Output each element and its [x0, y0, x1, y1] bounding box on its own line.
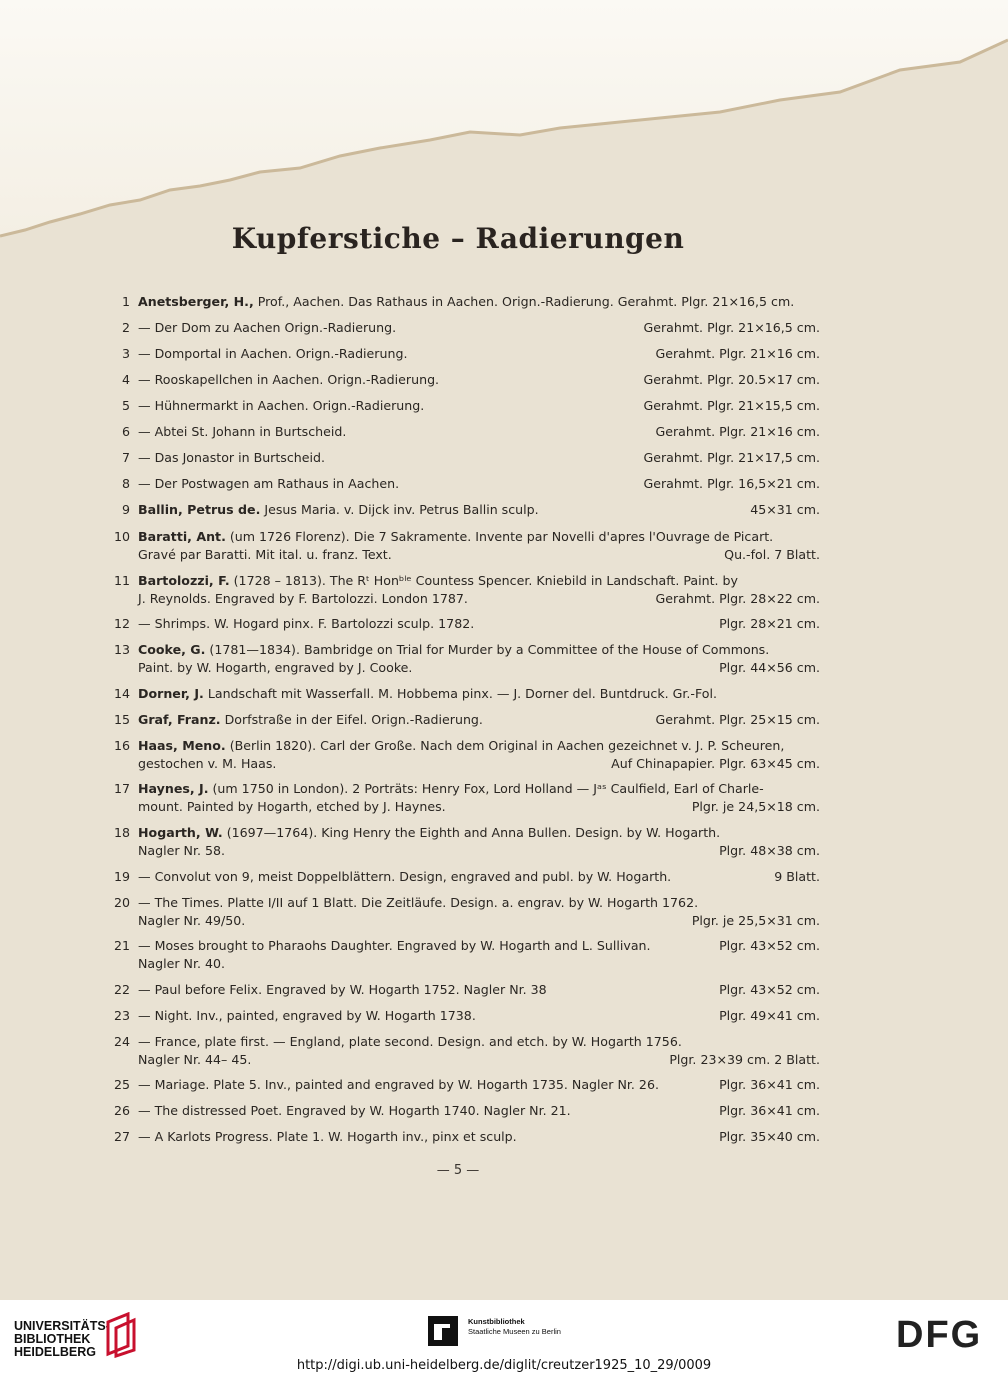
entry-number: 17: [113, 781, 130, 796]
entry-artist: Ballin, Petrus de.: [138, 502, 261, 517]
entry-line: [108, 1128, 820, 1146]
entry-artist: Anetsberger, H.,: [138, 294, 254, 309]
entry-description: — Moses brought to Pharaohs Daughter. Engraved by W. Hogarth and L. Sullivan.: [138, 938, 651, 953]
entry-line: [108, 475, 820, 493]
entry-number: 13: [113, 642, 130, 657]
entry-line: [108, 737, 820, 755]
entry-description: J. Reynolds. Engraved by F. Bartolozzi. London 1787.: [138, 590, 468, 606]
entry-text: [138, 423, 346, 441]
entry-dimensions: Plgr. 36×41 cm.: [719, 1103, 820, 1118]
catalog-entry: [108, 1102, 820, 1120]
entry-text: [138, 319, 396, 337]
entry-artist: Haas, Meno.: [138, 738, 226, 753]
catalog-entry: [108, 293, 820, 311]
entry-text: [138, 755, 276, 773]
entry-description: — Paul before Felix. Engraved by W. Hogarth 1752. Nagler Nr. 38: [138, 982, 547, 997]
entry-text: [138, 737, 784, 755]
entry-number: 1: [121, 294, 130, 309]
library-name: [14, 1320, 110, 1359]
kunstbibliothek-label: [468, 1317, 561, 1337]
entry-dimensions: [808, 1033, 820, 1051]
torn-paper-edge: [0, 0, 1008, 300]
entry-description: Jesus Maria. v. Dijck inv. Petrus Ballin sculp.: [260, 502, 539, 517]
entry-text: [138, 397, 424, 415]
entry-number: 7: [121, 450, 130, 465]
catalog-entry: [108, 423, 820, 441]
entry-dimensions: 45×31 cm.: [750, 502, 820, 517]
entry-line: [108, 641, 820, 659]
entry-text: [138, 894, 698, 912]
entry-line: [108, 546, 820, 564]
entry-number: 20: [113, 895, 130, 910]
entry-number: 16: [113, 738, 130, 753]
entry-description: Gravé par Baratti. Mit ital. u. franz. Text.: [138, 546, 392, 562]
catalog-entry: [108, 397, 820, 415]
entry-text: [138, 659, 412, 677]
entry-dimensions: Plgr. 43×52 cm.: [719, 938, 820, 953]
entry-description: Landschaft mit Wasserfall. M. Hobbema pinx. — J. Dorner del. Buntdruck. Gr.-Fol.: [203, 686, 717, 701]
entry-text: [138, 501, 539, 519]
entry-text: [138, 1007, 476, 1025]
entry-line: [108, 1051, 820, 1069]
entry-description: — The Times. Platte I/II auf 1 Blatt. Die Zeitläufe. Design. a. engrav. by W. Hogarth 1762.: [138, 895, 699, 910]
entry-line: [108, 501, 820, 519]
entry-number: 18: [113, 825, 130, 840]
catalog-entry: [108, 1128, 820, 1146]
catalog-entry: [108, 1076, 820, 1094]
kunstbibliothek-subtitle: Staatliche Museen zu Berlin: [468, 1327, 561, 1336]
entry-description: Paint. by W. Hogarth, engraved by J. Cooke.: [138, 659, 413, 675]
entry-description: — Convolut von 9, meist Doppelblättern. Design, engraved and publ. by W. Hogarth.: [138, 869, 672, 884]
entry-text: [138, 371, 439, 389]
entry-dimensions: Plgr. je 25,5×31 cm.: [691, 912, 820, 928]
entry-number: 27: [113, 1129, 130, 1144]
entry-dimensions: Plgr. 49×41 cm.: [719, 1008, 820, 1023]
entry-text: [138, 937, 651, 955]
entry-description: (1781—1834). Bambridge on Trial for Murder by a Committee of the House of Commons.: [205, 642, 770, 657]
entry-description: — Night. Inv., painted, engraved by W. Hogarth 1738.: [138, 1008, 476, 1023]
entry-dimensions: Plgr. 36×41 cm.: [719, 1077, 820, 1092]
entry-number: 12: [113, 616, 130, 631]
entry-text: [138, 685, 717, 703]
entry-description: (Berlin 1820). Carl der Große. Nach dem Original in Aachen gezeichnet v. J. P. Scheuren,: [225, 738, 785, 753]
entry-number: 21: [113, 938, 130, 953]
catalog-entry: [108, 937, 820, 972]
entry-dimensions: Plgr. 28×21 cm.: [719, 616, 820, 631]
entry-line: [108, 1102, 820, 1120]
entry-dimensions: Plgr. je 24,5×18 cm.: [691, 798, 820, 814]
entry-description: — Domportal in Aachen. Orign.-Radierung.: [138, 346, 408, 361]
catalog-entry: [108, 528, 820, 563]
entry-dimensions: [808, 641, 820, 659]
entry-artist: Graf, Franz.: [138, 712, 221, 727]
entry-line: [108, 371, 820, 389]
entry-dimensions: [808, 780, 820, 798]
catalog-entry: [108, 475, 820, 493]
entry-description: — France, plate first. — England, plate second. Design. and etch. by W. Hogarth 1756.: [138, 1034, 682, 1049]
entry-description: — Hühnermarkt in Aachen. Orign.-Radierung.: [138, 398, 425, 413]
entry-number: 24: [113, 1034, 130, 1049]
entry-dimensions: Gerahmt. Plgr. 16,5×21 cm.: [643, 476, 820, 491]
entry-number: 11: [113, 573, 130, 588]
entry-dimensions: [808, 894, 820, 912]
entry-text: [138, 528, 773, 546]
catalog-entry: [108, 1007, 820, 1025]
entry-text: [138, 546, 392, 564]
entry-number: 22: [113, 982, 130, 997]
entry-line: [108, 937, 820, 955]
entry-dimensions: [808, 528, 820, 546]
entry-description: Nagler Nr. 49/50.: [138, 912, 246, 928]
entry-description: Nagler Nr. 58.: [138, 842, 226, 858]
entry-description: — Rooskapellchen in Aachen. Orign.-Radierung.: [138, 372, 440, 387]
entry-dimensions: Plgr. 44×56 cm.: [719, 659, 820, 675]
entry-line: [108, 868, 820, 886]
entry-line: [108, 1007, 820, 1025]
catalog-entry: [108, 685, 820, 703]
entry-dimensions: Gerahmt. Plgr. 25×15 cm.: [655, 712, 820, 727]
entry-description: (1728 – 1813). The Rᵗ Honᵇˡᵉ Countess Spencer. Kniebild in Landschaft. Paint. by: [229, 573, 738, 588]
entry-artist: Haynes, J.: [138, 781, 209, 796]
entry-dimensions: Auf Chinapapier. Plgr. 63×45 cm.: [611, 755, 820, 771]
entry-description: — Der Dom zu Aachen Orign.-Radierung.: [138, 320, 397, 335]
entry-line: [108, 572, 820, 590]
entry-dimensions: 9 Blatt.: [774, 869, 820, 884]
catalog-entry: [108, 319, 820, 337]
entry-number: 9: [121, 502, 130, 517]
entry-dimensions: [808, 824, 820, 842]
library-name-line: HEIDELBERG: [14, 1345, 96, 1359]
entry-description: — A Karlots Progress. Plate 1. W. Hogarth inv., pinx et sculp.: [138, 1129, 517, 1144]
entry-number: 19: [113, 869, 130, 884]
page-number: — 5 —: [436, 1163, 480, 1178]
entry-text: [138, 1102, 571, 1120]
entry-text: [138, 1051, 251, 1069]
entry-text: [138, 842, 225, 860]
entry-text: [138, 1033, 682, 1051]
catalog-entry: [108, 868, 820, 886]
catalog-entry: [108, 824, 820, 859]
entry-line: [108, 755, 820, 773]
entry-description: — Shrimps. W. Hogard pinx. F. Bartolozzi sculp. 1782.: [138, 616, 475, 631]
entry-dimensions: [808, 572, 820, 590]
entry-line: [108, 423, 820, 441]
entry-description: — Das Jonastor in Burtscheid.: [138, 450, 326, 465]
library-name-line: UNIVERSITÄTS-: [14, 1319, 110, 1333]
entry-dimensions: [808, 737, 820, 755]
entry-line: [108, 894, 820, 912]
library-name-line: BIBLIOTHEK: [14, 1332, 91, 1346]
entry-text: [138, 293, 794, 311]
entry-dimensions: Gerahmt. Plgr. 21×17,5 cm.: [643, 450, 820, 465]
entry-line: [108, 912, 820, 930]
entry-line: [108, 397, 820, 415]
entry-artist: Cooke, G.: [138, 642, 206, 657]
entry-line: [108, 659, 820, 677]
entry-description: Dorfstraße in der Eifel. Orign.-Radierung.: [220, 712, 483, 727]
entry-dimensions: [808, 685, 820, 703]
catalog-entry: [108, 641, 820, 676]
entry-line: [108, 981, 820, 999]
entry-number: 23: [113, 1008, 130, 1023]
entry-line: [108, 449, 820, 467]
catalog-entry: [108, 981, 820, 999]
dfg-logo: DFG: [896, 1314, 983, 1356]
catalog-entry: [108, 572, 820, 607]
entry-line: [108, 824, 820, 842]
entry-artist: Hogarth, W.: [138, 825, 223, 840]
entry-description: (um 1750 in London). 2 Porträts: Henry Fox, Lord Holland — Jᵃˢ Caulfield, Earl of Charle-: [208, 781, 764, 796]
entry-text: [138, 345, 407, 363]
catalog-entry: [108, 894, 820, 929]
entry-line: [108, 685, 820, 703]
entry-line: [108, 798, 820, 816]
page-title: Kupferstiche – Radierungen: [231, 222, 685, 255]
catalog-entry: [108, 345, 820, 363]
entry-dimensions: Plgr. 35×40 cm.: [719, 1129, 820, 1144]
entry-description: — Der Postwagen am Rathaus in Aachen.: [138, 476, 400, 491]
entry-number: 15: [113, 712, 130, 727]
entry-description: gestochen v. M. Haas.: [138, 755, 277, 771]
entry-text: [138, 912, 245, 930]
entry-artist: Bartolozzi, F.: [138, 573, 230, 588]
entry-line: [108, 319, 820, 337]
entry-number: 8: [121, 476, 130, 491]
entry-dimensions: Gerahmt. Plgr. 28×22 cm.: [655, 590, 820, 606]
footer: [0, 1300, 1008, 1378]
entry-line: [108, 1076, 820, 1094]
entry-artist: Dorner, J.: [138, 686, 204, 701]
entry-text: [138, 615, 474, 633]
entry-text: [138, 641, 769, 659]
entry-description: (um 1726 Florenz). Die 7 Sakramente. Invente par Novelli d'apres l'Ouvrage de Picart.: [225, 529, 774, 544]
kunstbibliothek-name: Kunstbibliothek: [468, 1317, 525, 1326]
entry-text: [138, 590, 468, 608]
entry-description: — Abtei St. Johann in Burtscheid.: [138, 424, 347, 439]
library-logo-icon: [104, 1312, 138, 1358]
entry-dimensions: Gerahmt. Plgr. 21×16,5 cm.: [643, 320, 820, 335]
entry-number: 5: [121, 398, 130, 413]
entry-number: 26: [113, 1103, 130, 1118]
catalog-entry: [108, 737, 820, 772]
entry-number: 2: [121, 320, 130, 335]
entry-line: [108, 711, 820, 729]
entry-description: — Mariage. Plate 5. Inv., painted and engraved by W. Hogarth 1735. Nagler Nr. 26.: [138, 1077, 659, 1092]
entry-number: 4: [121, 372, 130, 387]
entry-line: [108, 615, 820, 633]
entry-text: [138, 981, 547, 999]
entry-text: [138, 711, 483, 729]
entry-dimensions: Qu.-fol. 7 Blatt.: [724, 546, 820, 562]
catalog-entry: [108, 711, 820, 729]
entry-line: [108, 528, 820, 546]
entry-number: 3: [121, 346, 130, 361]
catalog-entry: [108, 371, 820, 389]
entry-text: [138, 1076, 659, 1094]
entry-number: 25: [113, 1077, 130, 1092]
entry-text: [138, 449, 325, 467]
catalog-entry: [108, 780, 820, 815]
catalog-entry: [108, 615, 820, 633]
entry-number: 14: [113, 686, 130, 701]
catalog-entry: [108, 449, 820, 467]
entry-line: [108, 293, 820, 311]
entry-number: 10: [113, 529, 130, 544]
entry-description: Nagler Nr. 40.: [138, 955, 226, 971]
entry-text: [138, 955, 225, 973]
entry-dimensions: [808, 293, 820, 311]
entry-dimensions: Gerahmt. Plgr. 20.5×17 cm.: [643, 372, 820, 387]
entry-line: [108, 1033, 820, 1051]
catalog-entry: [108, 501, 820, 519]
entry-number: 6: [121, 424, 130, 439]
entry-dimensions: Plgr. 23×39 cm. 2 Blatt.: [669, 1051, 820, 1067]
entry-line: [108, 345, 820, 363]
entry-line: [108, 590, 820, 608]
entry-artist: Baratti, Ant.: [138, 529, 226, 544]
kunstbibliothek-logo-icon: [428, 1316, 458, 1346]
entry-text: [138, 868, 671, 886]
entry-dimensions: Gerahmt. Plgr. 21×16 cm.: [655, 346, 820, 361]
entry-text: [138, 780, 764, 798]
entry-text: [138, 798, 446, 816]
entry-text: [138, 572, 738, 590]
entry-description: Nagler Nr. 44– 45.: [138, 1051, 252, 1067]
entry-line: [108, 842, 820, 860]
entry-dimensions: Plgr. 43×52 cm.: [719, 982, 820, 997]
entry-description: mount. Painted by Hogarth, etched by J. Haynes.: [138, 798, 446, 814]
entry-text: [138, 475, 399, 493]
entry-dimensions: [808, 955, 820, 973]
entry-dimensions: Plgr. 48×38 cm.: [719, 842, 820, 858]
entry-text: [138, 1128, 517, 1146]
entry-line: [108, 780, 820, 798]
catalog-entry: [108, 1033, 820, 1068]
entry-description: — The distressed Poet. Engraved by W. Hogarth 1740. Nagler Nr. 21.: [138, 1103, 571, 1118]
entry-dimensions: Gerahmt. Plgr. 21×16 cm.: [655, 424, 820, 439]
entry-dimensions: Gerahmt. Plgr. 21×15,5 cm.: [643, 398, 820, 413]
entry-description: (1697—1764). King Henry the Eighth and Anna Bullen. Design. by W. Hogarth.: [222, 825, 721, 840]
entry-description: Prof., Aachen. Das Rathaus in Aachen. Orign.-Radierung. Gerahmt. Plgr. 21×16,5 cm.: [253, 294, 795, 309]
entry-line: [108, 955, 820, 973]
permalink[interactable]: http://digi.ub.uni-heidelberg.de/diglit/creutzer1925_10_29/0009: [296, 1358, 712, 1373]
entry-text: [138, 824, 720, 842]
